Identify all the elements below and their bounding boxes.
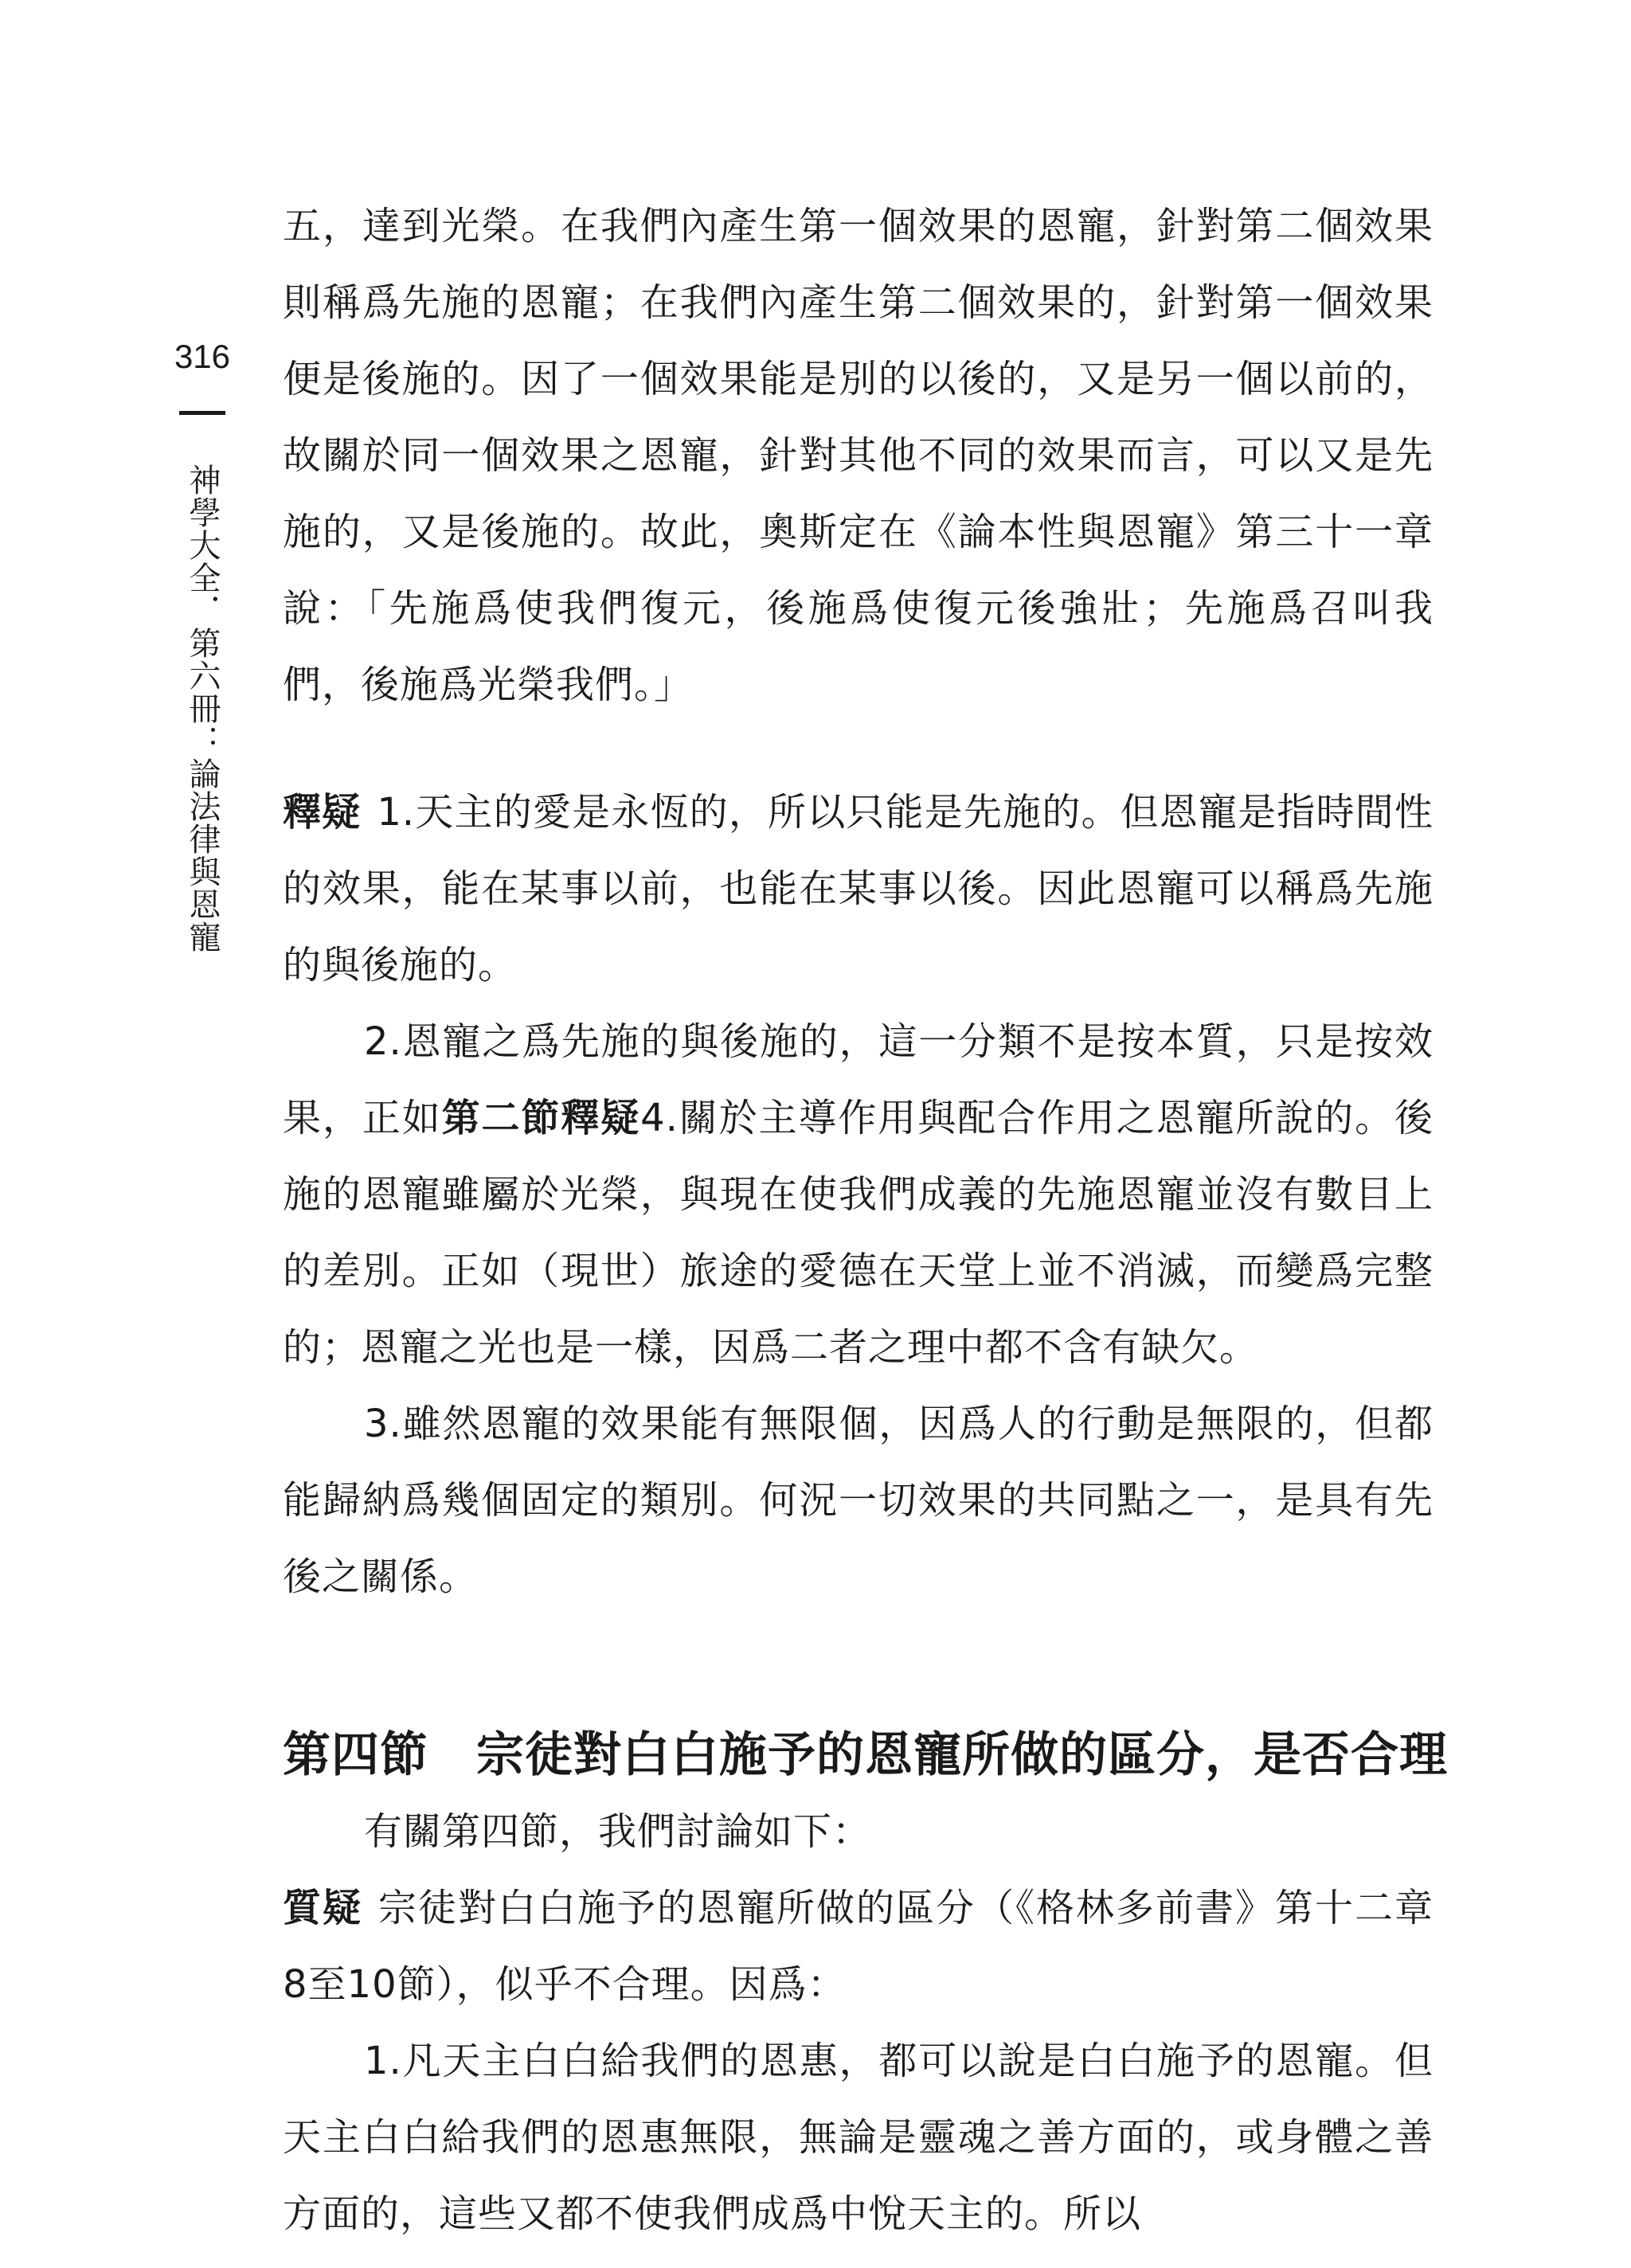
page-body [283,188,1448,2252]
section-number: 第四節 [283,1727,428,1783]
paragraph-section-intro: 有關第四節，我們討論如下： [364,1809,872,1854]
objection-text: 宗徒對白白施予的恩寵所做的區分（《格林多前書》第十二章8至10節），似乎不合理。因爲： [283,1886,1433,2007]
reply-label: 釋疑 [283,790,362,835]
objection-label: 質疑 [283,1886,362,1930]
paragraph-intro: 五，達到光榮。在我們內產生第一個效果的恩寵，針對第二個效果則稱爲先施的恩寵；在我們內產生第二個效果的，針對第一個效果便是後施的。因了一個效果能是別的以後的，又是另一個以前的，故關於同一個效果之恩寵，針對其他不同的效果而言，可以又是先施的，又是後施的。故此，奧斯定在《論本性與恩寵》第三十一章說：「先施爲使我們復元，後施爲使復元後強壯；先施爲召叫我們，後施爲光榮我們。」 [283,204,1433,707]
section-title: 宗徒對白白施予的恩寵所做的區分，是否合理 [476,1727,1448,1783]
reply-1-text: 1.天主的愛是永恆的，所以只能是先施的。但恩寵是指時間性的效果，能在某事以前，也能在某事以後。因此恩寵可以稱爲先施的與後施的。 [283,790,1433,987]
paragraph-reply-2 [283,1003,1433,1386]
paragraph-reply-1 [283,774,1433,1003]
paragraph-reply-3: 3.雖然恩寵的效果能有無限個，因爲人的行動是無限的，但都能歸納爲幾個固定的類別。何況一切效果的共同點之一，是具有先後之關係。 [283,1402,1433,1599]
page-margin [170,338,234,987]
reply-2-text-a: 2.恩寵之爲先施的與後施的，這一分類不是按本質，只是按效果，正如 [283,1019,1433,1140]
reply-2-text-b: 4.關於主導作用與配合作用之恩寵所說的。後施的恩寵雖屬於光榮，與現在使我們成義的先施恩寵並沒有數目上的差別。正如（現世）旅途的愛德在天堂上並不消滅，而變爲完整的；恩寵之光也是一樣，因爲二者之理中都不含有缺欠。 [283,1096,1433,1370]
paragraph-objection [283,1870,1433,2023]
running-title: 神學大全．第六冊：論法律與恩寵 [184,463,221,953]
page-number: 316 [174,338,231,375]
margin-rule [179,411,225,415]
section-heading [283,1717,1448,1793]
cross-reference: 第二節釋疑 [441,1096,641,1140]
paragraph-objection-1: 1.凡天主白白給我們的恩惠，都可以說是白白施予的恩寵。但天主白白給我們的恩惠無限，無論是靈魂之善方面的，或身體之善方面的，這些又都不使我們成爲中悅天主的。所以 [283,2039,1433,2236]
